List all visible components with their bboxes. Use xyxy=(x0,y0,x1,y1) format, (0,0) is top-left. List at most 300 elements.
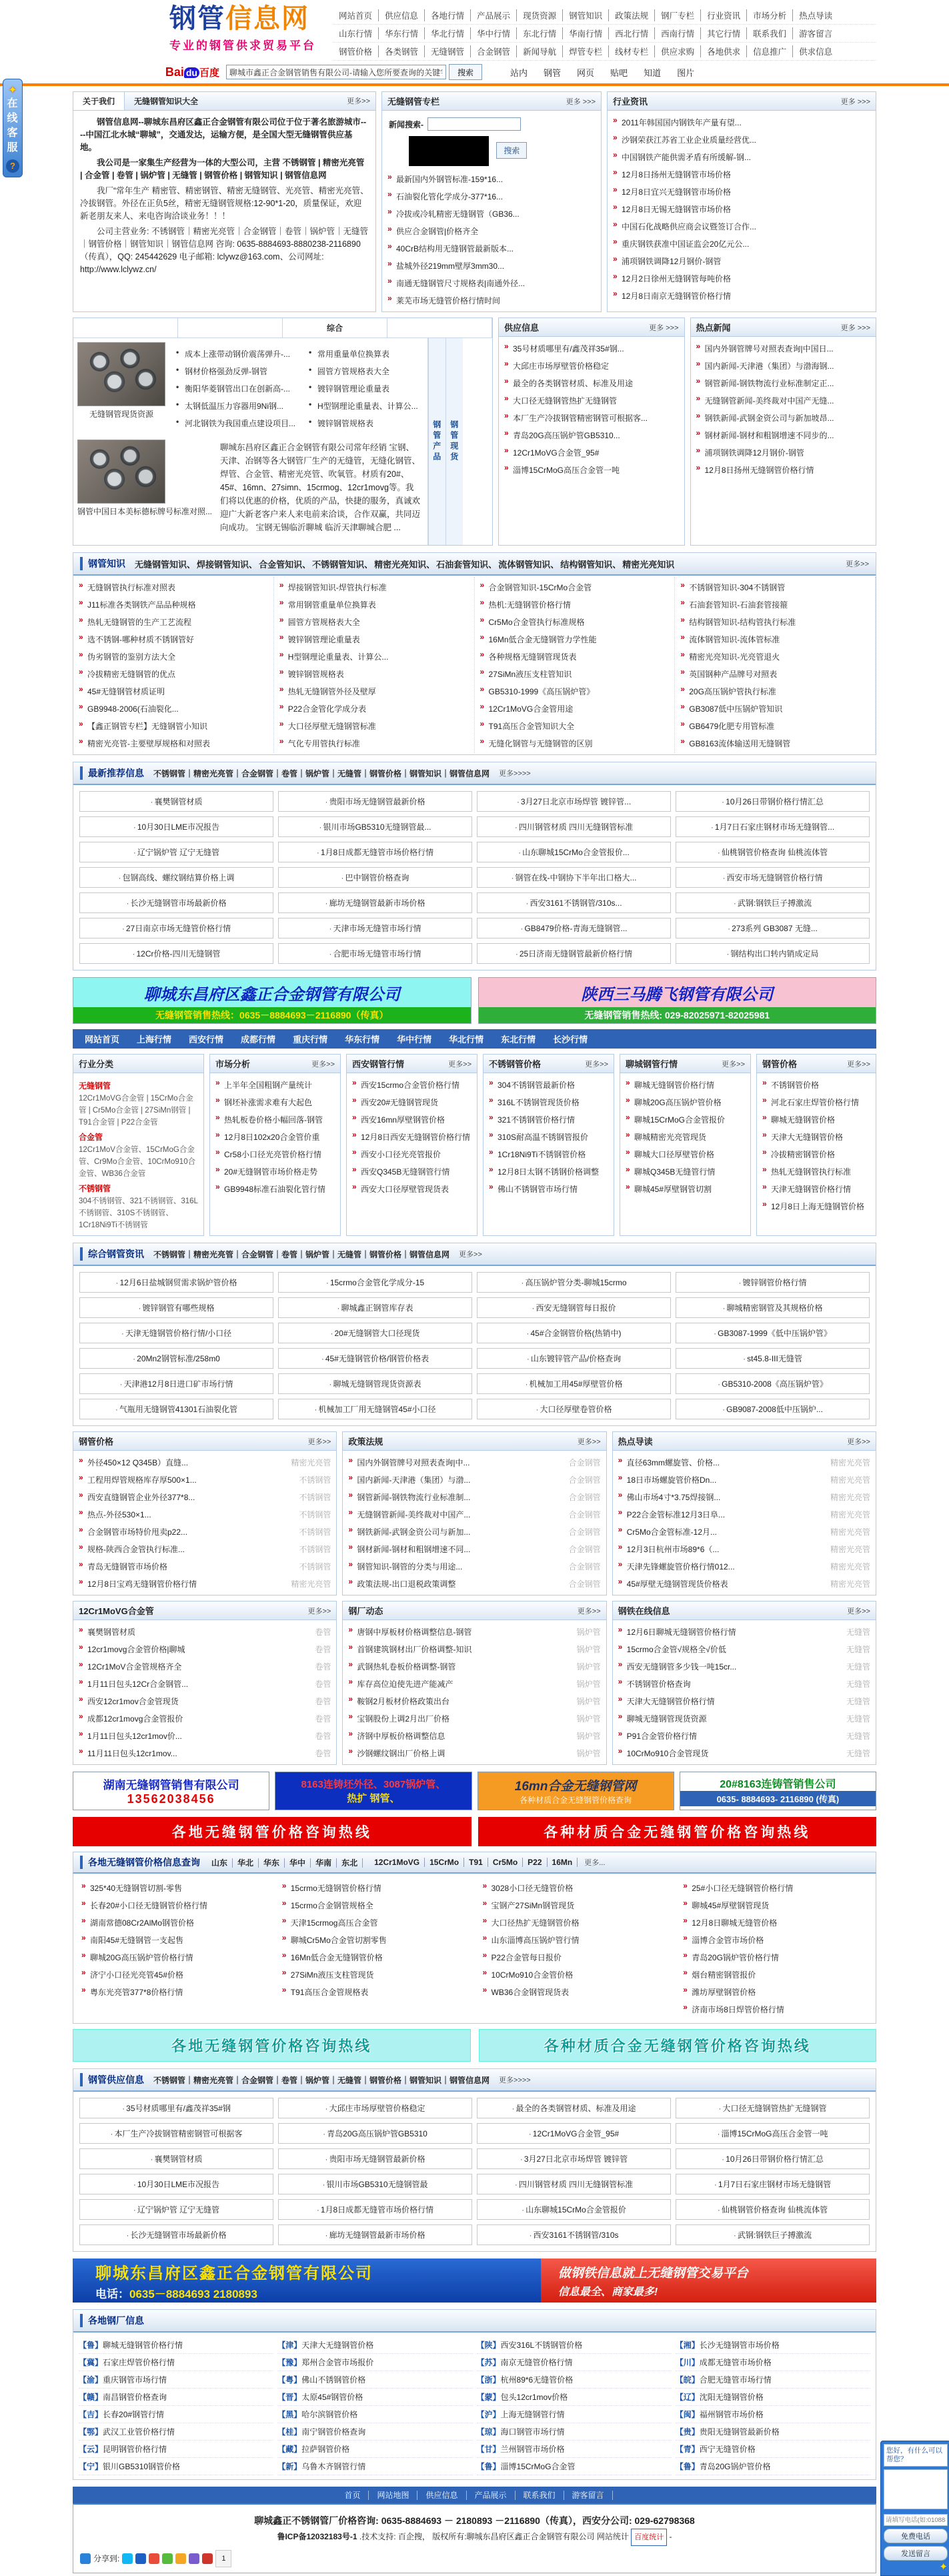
knowledge-item[interactable]: » 伪劣钢管的鉴别方法大全 xyxy=(79,648,268,665)
stainless-item[interactable]: » 佛山不锈钢管市场行情 xyxy=(489,1180,608,1197)
compnews-cell[interactable]: · 15crmo合金管化学成分-15 xyxy=(278,1272,472,1293)
share-tieba-icon[interactable] xyxy=(175,2553,186,2564)
industry-item[interactable]: » 12月8日宜兴无缝钢管市场价格 xyxy=(613,183,870,200)
nav-link[interactable]: 钢厂专栏 xyxy=(654,9,700,21)
tagged-item[interactable]: » 国内新闻-天津港（集团）与渤... 合金钢管 xyxy=(348,1471,600,1488)
compnews-cell[interactable]: · 聊城精密钢管及其规格价格 xyxy=(676,1297,870,1318)
factory-item[interactable]: 【鲁】青岛20G锅炉管价格 xyxy=(676,2458,870,2475)
tagged-item[interactable]: » 10CrMo910合金管现货 无缝管 xyxy=(618,1744,870,1762)
footer-nav-link[interactable]: 网站地图 xyxy=(369,2491,417,2500)
material-tab[interactable]: 16Mn xyxy=(548,1858,578,1867)
knowledge-item[interactable]: » 热机:无缝钢管价格行情 xyxy=(480,596,670,613)
knowledge-item[interactable]: » 常用钢管重量单位换算表 xyxy=(279,596,469,613)
cyan-hotline-1[interactable]: 各地无缝钢管价格咨询热线 xyxy=(73,2029,471,2062)
ad-sanma-banner[interactable]: 陕西三马腾飞钢管有限公司 无缝钢管销售热线: 029-82025971-82025981 xyxy=(478,977,877,1024)
footer-nav-link[interactable]: 游客留言 xyxy=(564,2491,613,2500)
ad-20-8163-banner[interactable]: 20#8163连铸管销售公司 0635- 8884693- 2116890 (传真) xyxy=(680,1772,876,1810)
share-douban-icon[interactable] xyxy=(202,2553,213,2564)
category-name[interactable]: 无缝钢管 xyxy=(79,1081,111,1091)
search-scope-tab[interactable]: 图片 xyxy=(677,67,695,78)
recommend-cell[interactable]: · 银川市场GB5310无缝钢管最... xyxy=(278,816,472,837)
price-more-link[interactable]: 更多>> xyxy=(847,1060,870,1069)
cyan-hotline-2[interactable]: 各种材质合金无缝钢管价格咨询热线 xyxy=(479,2029,877,2062)
supplyband-cell[interactable]: · 银川市场GB5310无缝钢管最 xyxy=(278,2174,472,2194)
factory-item[interactable]: 【青】西宁无缝管价格 xyxy=(676,2441,870,2458)
region-tab[interactable]: 华南 xyxy=(311,1858,337,1868)
compnews-cell[interactable]: · 机械加工用45#厚壁管价格 xyxy=(477,1373,671,1394)
knowledge-item[interactable]: » 选不锈钢-哪种材质不锈钢管好 xyxy=(79,630,268,648)
tagged-item[interactable]: » 沙钢螺纹钢出厂价格上调 锅炉管 xyxy=(348,1744,600,1762)
hotnews-item[interactable]: » 国内外钢管牌号对照表查询|中国日... xyxy=(696,340,871,357)
knowledge-item[interactable]: » 16Mn低合金无缝钢管力学性能 xyxy=(480,630,670,648)
category-sub-links[interactable]: 12Cr1MoVG合金管 | 15CrMo合金管 | Cr5Mo合金管 | 27SiMn钢管 | T91合金管 | P22合金管 xyxy=(79,1095,193,1127)
regional-item[interactable]: » 南阳45#无缝钢管一支起售 xyxy=(81,1931,266,1948)
knowledge-item[interactable]: » 镀锌钢管理论重量表 xyxy=(279,630,469,648)
supplyband-cell[interactable]: · 3月27日北京市场焊管 镀锌管 xyxy=(477,2148,671,2169)
factory-item[interactable]: 【皖】合肥无缝管市场行情 xyxy=(676,2371,870,2389)
price-item[interactable]: » 天津大无缝钢管价格 xyxy=(762,1128,870,1145)
liaocheng-item[interactable]: » 聊城Q345B无缝管行情 xyxy=(626,1163,745,1180)
regional-item[interactable]: » 16Mn低合金无缝钢管价格 xyxy=(282,1948,467,1966)
knowledge-item[interactable]: » 结构钢管知识-结构管执行标准 xyxy=(680,613,870,630)
tagged-item[interactable]: » 西安无缝钢管多少钱一吨15cr... 无缝管 xyxy=(618,1658,870,1675)
material-tab[interactable]: Cr5Mo xyxy=(488,1858,523,1867)
nav-link[interactable]: 行业资讯 xyxy=(700,9,746,21)
tagged-item[interactable]: » 钢铁新闻-武钢金资公司与新加... 合金钢管 xyxy=(348,1523,600,1540)
nav-link[interactable]: 华中行情 xyxy=(470,27,516,39)
nav-link[interactable]: 供应信息 xyxy=(378,9,424,21)
footer-nav-link[interactable]: 供应信息 xyxy=(417,2491,466,2500)
compnews-cell[interactable]: · 镀锌钢管价格行情 xyxy=(676,1272,870,1293)
regional-more-link[interactable]: 更多... xyxy=(584,1859,606,1867)
knowledge-item[interactable]: » GB3087低中压锅炉管知识 xyxy=(680,700,870,717)
knowledge-tab[interactable]: 流体钢管知识 、 xyxy=(498,558,559,570)
regional-item[interactable]: » 山东淄博高压锅炉管行情 xyxy=(483,1931,668,1948)
stainless-item[interactable]: » 316L不锈钢管现货价格 xyxy=(489,1093,608,1111)
factory-item[interactable]: 【琼】海口钢管市场行情 xyxy=(477,2423,672,2441)
industry-item[interactable]: » 中国石化战略供应商会议暨签订合作... xyxy=(613,217,870,235)
knowledge-item[interactable]: » 英国钢种产品牌号对照表 xyxy=(680,665,870,682)
recommend-cell[interactable]: · 襄樊钢管材质 xyxy=(79,791,273,812)
compnews-cell[interactable]: · 镀锌钢管有哪些规格 xyxy=(79,1297,273,1318)
tagged-item[interactable]: » 天津大无缝钢管价格行情 无缝管 xyxy=(618,1692,870,1710)
nav-link[interactable]: 游客留言 xyxy=(792,27,838,39)
xian-item[interactable]: » 12月8日西安无缝钢管价格行情 xyxy=(352,1128,471,1145)
ad-xinzheng-banner[interactable]: 聊城东昌府区鑫正合金钢管有限公司 无缝钢管销售热线：0635－8884693－2116890（传真） xyxy=(73,977,471,1024)
recommend-cell[interactable]: · 包钢高线、螺纹钢结算价格上调 xyxy=(79,867,273,888)
nav-link[interactable]: 钢管知识 xyxy=(562,9,608,21)
supplyband-cell[interactable]: · 10月26日带钢价格行情汇总 xyxy=(676,2148,870,2169)
nav-link[interactable]: 各类钢管 xyxy=(378,45,424,57)
online-service-widget[interactable] xyxy=(3,79,23,177)
market-item[interactable]: » 12月8日102x20合金管价重 xyxy=(215,1128,335,1145)
tagged-item[interactable]: » 规格-陕西合金管执行标准... 不锈钢管 xyxy=(79,1540,331,1557)
factory-item[interactable]: 【川】成都无缝管市场价格 xyxy=(676,2354,870,2371)
recommend-cell[interactable]: · GB8479价格-青海无缝钢管... xyxy=(477,918,671,938)
composite-item[interactable]: • 镀锌钢管规格表 xyxy=(309,414,418,432)
recommend-cell[interactable]: · 西安市场无缝钢管价格行情 xyxy=(676,867,870,888)
composite-item[interactable]: • 圆管方管规格表大全 xyxy=(309,362,418,380)
seamless-item[interactable]: » 盐城外径219mm壁厚3mm30... xyxy=(387,257,596,274)
factory-item[interactable]: 【蒙】包头12cr1mov价格 xyxy=(477,2389,672,2406)
share-qzone-icon[interactable] xyxy=(135,2553,146,2564)
supply-item[interactable]: » 青岛20G高压锅炉管GB5310... xyxy=(504,426,679,444)
compnews-cell[interactable]: · 聊城鑫正钢管库存表 xyxy=(278,1297,472,1318)
knowledge-item[interactable]: » 镀锌钢管规格表 xyxy=(279,665,469,682)
knowledge-item[interactable]: » H型钢理论重量表、计算公... xyxy=(279,648,469,665)
factory-item[interactable]: 【豫】郑州合金管市场报价 xyxy=(277,2354,472,2371)
tagged-item[interactable]: » 工程用焊管规格库存厚500×1... 不锈钢管 xyxy=(79,1471,331,1488)
regional-item[interactable]: » P22合金管每日报价 xyxy=(483,1948,668,1966)
recommend-cell[interactable]: · 天津市场无缝管市场行情 xyxy=(278,918,472,938)
factory-item[interactable]: 【吉】长春20#钢管行情 xyxy=(79,2406,273,2423)
knowledge-tab[interactable]: 无缝钢管知识 、 xyxy=(135,558,195,570)
seamless-item[interactable]: » 40CrB结构用无缝钢管最新版本... xyxy=(387,239,596,257)
market-item[interactable]: » GB9948标准石油裂化管行情 xyxy=(215,1180,335,1197)
knowledge-item[interactable]: » 无缝化钢管与无缝钢管的区别 xyxy=(480,734,670,752)
compnews-cell[interactable]: · 高压锅炉管分类-聊城15crmo xyxy=(477,1272,671,1293)
seamless-item[interactable]: » 石油裂化管化学成分-377*16... xyxy=(387,187,596,205)
chat-message-textarea[interactable] xyxy=(884,2469,948,2509)
nav-link[interactable]: 新闻导航 xyxy=(516,45,562,57)
nav-link[interactable]: 热点导读 xyxy=(792,9,838,21)
nav-link[interactable]: 其它行情 xyxy=(700,27,746,39)
search-scope-tab[interactable]: 网页 xyxy=(577,67,595,78)
composite-item[interactable]: • 钢材价格强劲反弹-钢管 xyxy=(176,362,295,380)
hotnews-item[interactable]: » 钢管新闻-钢铁物流行业标准制定正... xyxy=(696,374,871,392)
tab-about-us[interactable]: 关于我们 xyxy=(73,92,125,110)
category-name[interactable]: 不锈钢管 xyxy=(79,1184,111,1193)
tagged-item[interactable]: » P22合金管标准12月3日阜... 精密光亮管 xyxy=(618,1505,870,1523)
industry-item[interactable]: » 浦项钢铁调降12月钢价-钢管 xyxy=(613,252,870,269)
compnews-cell[interactable]: · st45.8-III无缝管 xyxy=(676,1348,870,1369)
region-nav-link[interactable]: 网站首页 xyxy=(85,1035,120,1045)
market-item[interactable]: » 20#无缝钢管市场价格走势 xyxy=(215,1163,335,1180)
nav-link[interactable]: 东北行情 xyxy=(516,27,562,39)
free-call-button[interactable]: 免费电话 xyxy=(884,2529,948,2543)
supply-item[interactable]: » 大邱庄市场厚壁管价格稳定 xyxy=(504,357,679,374)
liaocheng-item[interactable]: » 聊城精密光亮管现货 xyxy=(626,1128,745,1145)
regional-item[interactable]: » 聊城20G高压锅炉管价格行情 xyxy=(81,1948,266,1966)
regional-item[interactable]: » 聊城Cr5Mo合金管切割零售 xyxy=(282,1931,467,1948)
factory-item[interactable]: 【晋】太原45#钢管价格 xyxy=(277,2389,472,2406)
regional-item[interactable]: » 25#小口径无缝钢管价格行情 xyxy=(683,1879,868,1896)
factory-item[interactable]: 【粤】佛山不锈钢管价格 xyxy=(277,2371,472,2389)
tagged-item[interactable]: » 钢材新闻-钢材和粗钢增速不同... 合金钢管 xyxy=(348,1540,600,1557)
factory-item[interactable]: 【鲁】淄博15CrMoG合金管 xyxy=(477,2458,672,2475)
factory-item[interactable]: 【冀】石家庄焊管价格行情 xyxy=(79,2354,273,2371)
knowledge-item[interactable]: » 27SiMn液压支柱管知识 xyxy=(480,665,670,682)
supply-item[interactable]: » 本厂生产冷拔钢管精密钢管可根据客... xyxy=(504,409,679,426)
tagged-item[interactable]: » 12月6日聊城无缝钢管价格行情 无缝管 xyxy=(618,1623,870,1640)
factory-item[interactable]: 【桂】南宁钢管价格查询 xyxy=(277,2423,472,2441)
nav-link[interactable]: 西北行情 xyxy=(608,27,654,39)
price-item[interactable]: » 冷拔精密钢管价格 xyxy=(762,1145,870,1163)
factory-item[interactable]: 【黑】哈尔滨钢管价格 xyxy=(277,2406,472,2423)
supplyband-cell[interactable]: · 山东聊城15CrMo合金管报价 xyxy=(477,2199,671,2220)
share-plus-icon[interactable] xyxy=(80,2553,91,2564)
compnews-cell[interactable]: · 机械加工厂用无缝钢管45#小口径 xyxy=(278,1399,472,1419)
tagged-item[interactable]: » 襄樊钢管材质 卷管 xyxy=(79,1623,331,1640)
industry-item[interactable]: » 2011年韩国国内钢铁年产量有望... xyxy=(613,113,870,131)
composite-tab-empty[interactable] xyxy=(73,318,178,338)
knowledge-item[interactable]: » 无缝钢管执行标准对照表 xyxy=(79,578,268,596)
compnews-cell[interactable]: · 聊城无缝钢管现货资源表 xyxy=(278,1373,472,1394)
tagged-item[interactable]: » Cr5Mo合金管标准-12月... 精密光亮管 xyxy=(618,1523,870,1540)
tagged-item[interactable]: » 宝钢股份上调2月出厂价格 锅炉管 xyxy=(348,1710,600,1727)
recommend-cell[interactable]: · 10月26日带钢价格行情汇总 xyxy=(676,791,870,812)
factory-item[interactable]: 【苏】南京无缝管价格行情 xyxy=(477,2354,672,2371)
tagged-item[interactable]: » 钢管新闻-钢铁物流行业标准制... 合金钢管 xyxy=(348,1488,600,1505)
composite-tab-active[interactable]: 综合 xyxy=(283,318,387,338)
knowledge-tab[interactable]: 精密光亮知识 、 xyxy=(374,558,435,570)
material-tab[interactable]: 15CrMo xyxy=(425,1858,464,1867)
knowledge-item[interactable]: » 20G高压锅炉管执行标准 xyxy=(680,682,870,700)
knowledge-item[interactable]: » GB6479化肥专用管标准 xyxy=(680,717,870,734)
supplyband-cell[interactable]: · 长沙无缝钢管市场最新价格 xyxy=(79,2224,273,2245)
market-item[interactable]: » 钢坯补涨需求难有大起色 xyxy=(215,1093,335,1111)
recommend-cell[interactable]: · 武钢:钢铁巨子搏激流 xyxy=(676,892,870,913)
supplyband-cell[interactable]: · 1月7日石家庄钢材市场无缝钢管 xyxy=(676,2174,870,2194)
region-nav-link[interactable]: 成都行情 xyxy=(241,1035,276,1045)
recommend-cell[interactable]: · 273系列 GB3087 无缝... xyxy=(676,918,870,938)
recommend-cell[interactable]: · 钢管在线-中钢协下半年出口格大... xyxy=(477,867,671,888)
regional-item[interactable]: » 青岛20G锅炉管价格行情 xyxy=(683,1948,868,1966)
pricecol-more-link[interactable]: 更多>> xyxy=(307,1437,331,1446)
regional-item[interactable]: » 3028小口径无缝管价格 xyxy=(483,1879,668,1896)
supplyband-cell[interactable]: · 武钢:钢铁巨子搏激流 xyxy=(676,2224,870,2245)
nav-link[interactable]: 焊管专栏 xyxy=(562,45,608,57)
nav-link[interactable]: 线材专栏 xyxy=(608,45,654,57)
factory-item[interactable]: 【鲁】聊城无缝钢管价格行情 xyxy=(79,2337,273,2354)
tagged-item[interactable]: » 18日市场螺旋管价格Dn... 精密光亮管 xyxy=(618,1471,870,1488)
region-tab[interactable]: 华东 xyxy=(259,1858,285,1868)
regional-item[interactable]: » 长春20#小口径无缝钢管价格行情 xyxy=(81,1896,266,1914)
industry-item[interactable]: » 中国钢铁产能供需矛盾有所缓解-钢... xyxy=(613,148,870,165)
footer-nav-link[interactable]: 产品展示 xyxy=(467,2491,516,2500)
knowledge-item[interactable]: » 热轧无缝钢管的生产工艺流程 xyxy=(79,613,268,630)
xian-item[interactable]: » 西安大口径厚壁管现货表 xyxy=(352,1180,471,1197)
xian-more-link[interactable]: 更多>> xyxy=(448,1060,471,1069)
knowledge-item[interactable]: » GB9948-2006(石油裂化... xyxy=(79,700,268,717)
news-search-input[interactable] xyxy=(427,117,521,131)
knowledge-item[interactable]: » 不锈钢管知识-304不锈钢管 xyxy=(680,578,870,596)
nav-link[interactable]: 市场分析 xyxy=(746,9,792,21)
composite-tab-empty[interactable] xyxy=(387,318,492,338)
tagged-item[interactable]: » 政策法规-出口退税政策调整 合金钢管 xyxy=(348,1575,600,1592)
chat-phone-input[interactable] xyxy=(884,2514,948,2526)
material-tab[interactable]: T91 xyxy=(464,1858,488,1867)
composite-item[interactable]: • 太钢低温压力容器用9Ni钢... xyxy=(176,397,295,414)
tagged-item[interactable]: » 西安12cr1mov合金管现货 卷管 xyxy=(79,1692,331,1710)
supply-item[interactable]: » 淄博15CrMoG高压合金管一吨 xyxy=(504,461,679,478)
supplyband-cell[interactable]: · 贵阳市场无缝钢管最新价格 xyxy=(278,2148,472,2169)
liaocheng-more-link[interactable]: 更多>> xyxy=(722,1060,745,1069)
region-nav-link[interactable]: 西安行情 xyxy=(189,1035,224,1045)
compnews-cell[interactable]: · GB5310-2008《高压锅炉管》 xyxy=(676,1373,870,1394)
factory-item[interactable]: 【辽】沈阳无缝钢管价格 xyxy=(676,2389,870,2406)
regional-item[interactable]: » 济宁小口径光亮管45#价格 xyxy=(81,1966,266,1983)
search-button[interactable]: 搜索 xyxy=(449,64,482,80)
nav-link[interactable]: 产品展示 xyxy=(470,9,516,21)
supplyband-cell[interactable]: · 四川钢管材质 四川无缝钢管标准 xyxy=(477,2174,671,2194)
search-scope-tab[interactable]: 站内 xyxy=(510,67,528,78)
milldyn-more-link[interactable]: 更多>> xyxy=(577,1607,601,1616)
vertical-label-products[interactable]: 钢管产品 xyxy=(428,338,445,545)
knowledge-tab[interactable]: 石油套管知识 、 xyxy=(436,558,497,570)
big-company-banner[interactable] xyxy=(73,2259,876,2303)
tagged-item[interactable]: » 外径450×12 Q345B）直缝... 精密光亮管 xyxy=(79,1453,331,1471)
composite-item[interactable]: • 河北钢铁为我国重点建设项目... xyxy=(176,414,295,432)
hotline-banner-2[interactable]: 各种材质合金无缝钢管价格咨询热线 xyxy=(478,1817,877,1846)
recommend-cell[interactable]: · 仙桃钢管价格查询 仙桃流体管 xyxy=(676,842,870,862)
icp-number[interactable]: 鲁ICP备12032183号-1 xyxy=(277,2532,357,2541)
tagged-item[interactable]: » 成都12cr1movg合金管报价 卷管 xyxy=(79,1710,331,1727)
nav-link[interactable]: 网站首页 xyxy=(339,11,373,21)
liaocheng-item[interactable]: » 聊城20G高压锅炉管价格 xyxy=(626,1093,745,1111)
supplyband-cell[interactable]: · 辽宁锅炉管 辽宁无缝管 xyxy=(79,2199,273,2220)
tagged-item[interactable]: » 1月11日包头12Cr合金钢管... 卷管 xyxy=(79,1675,331,1692)
nav-link[interactable]: 华南行情 xyxy=(562,27,608,39)
compnews-cell[interactable]: · GB9087-2008低中压锅炉... xyxy=(676,1399,870,1419)
composite-item[interactable]: • 成本上涨带动钢价震荡弹升-... xyxy=(176,345,295,362)
tagged-item[interactable]: » 西安直缝钢管企业外径377*8... 不锈钢管 xyxy=(79,1488,331,1505)
xian-item[interactable]: » 西安小口径光亮管报价 xyxy=(352,1145,471,1163)
regional-item[interactable]: » 天津15crmog高压合金管 xyxy=(282,1914,467,1931)
factory-item[interactable]: 【津】天津大无缝钢管价格 xyxy=(277,2337,472,2354)
nav-link[interactable]: 现货资源 xyxy=(516,9,562,21)
hotnews-item[interactable]: » 钢铁新闻-武钢金资公司与新加坡昂... xyxy=(696,409,871,426)
tagged-item[interactable]: » 11月11日包头12cr1mov... 卷管 xyxy=(79,1744,331,1762)
nav-link[interactable]: 钢管价格 xyxy=(339,47,373,57)
regional-item[interactable]: » 15crmo合金钢管规格全 xyxy=(282,1896,467,1914)
regional-item[interactable]: » 大口径热扩无缝钢管价格 xyxy=(483,1914,668,1931)
factory-item[interactable]: 【陕】西安316L不锈钢管价格 xyxy=(477,2337,672,2354)
price-item[interactable]: » 热轧无缝钢管执行标准 xyxy=(762,1163,870,1180)
nav-link[interactable]: 华北行情 xyxy=(424,27,470,39)
hotnews-item[interactable]: » 无缝钢管新闻-美终裁对中国产无缝... xyxy=(696,392,871,409)
supply-item[interactable]: » 35号材质哪里有/鑫茂祥35#钢... xyxy=(504,340,679,357)
nav-link[interactable]: 政策法规 xyxy=(608,9,654,21)
compnews-cell[interactable]: · 45#合金钢管价格(热销中) xyxy=(477,1323,671,1343)
supplyband-cell[interactable]: · 仙桃钢管价格查询 仙桃流体管 xyxy=(676,2199,870,2220)
ad-hunan-banner[interactable]: 湖南无缝钢管销售有限公司 13562038456 xyxy=(73,1772,269,1810)
send-message-button[interactable]: 发送留言 xyxy=(884,2546,948,2561)
industry-item[interactable]: » 12月8日扬州无缝钢管市场价格 xyxy=(613,165,870,183)
nav-link[interactable]: 各地行情 xyxy=(424,9,470,21)
hotnews-item[interactable]: » 12月8日扬州无缝钢管价格行情 xyxy=(696,461,871,478)
share-renren-icon[interactable] xyxy=(189,2553,199,2564)
headset-question-icon[interactable]: ? xyxy=(6,159,19,173)
stainless-item[interactable]: » 321不锈钢管价格行情 xyxy=(489,1111,608,1128)
recommend-cell[interactable]: · 巴中钢管价格查询 xyxy=(278,867,472,888)
recommend-cell[interactable]: · 10月30日LME市况报告 xyxy=(79,816,273,837)
stainless-item[interactable]: » 12月8日太钢不锈钢价格调整 xyxy=(489,1163,608,1180)
category-sub-links[interactable]: 12Cr1MoV合金管、15CrMoG合金管、Cr9Mo合金管、10CrMo910合金管、WB36合金管 xyxy=(79,1146,196,1178)
composite-item[interactable]: • 常用重量单位换算表 xyxy=(309,345,418,362)
regional-item[interactable]: » 济南市场8日焊管价格行情 xyxy=(683,2000,868,2018)
knowledge-item[interactable]: » 圆管方管规格表大全 xyxy=(279,613,469,630)
search-scope-tab[interactable]: 贴吧 xyxy=(610,67,628,78)
nav-link[interactable]: 无缝钢管 xyxy=(424,45,470,57)
regional-item[interactable]: » 325*40无缝钢管切割-零售 xyxy=(81,1879,266,1896)
region-nav-link[interactable]: 长沙行情 xyxy=(553,1035,588,1045)
knowledge-item[interactable]: » GB5310-1999《高压锅炉管》 xyxy=(480,682,670,700)
industry-more-link[interactable]: 更多 >>> xyxy=(840,97,870,106)
factory-item[interactable]: 【新】乌鲁木齐钢管行情 xyxy=(277,2458,472,2475)
recommend-cell[interactable]: · 四川钢管材质 四川无缝钢管标准 xyxy=(477,816,671,837)
region-nav-link[interactable]: 华北行情 xyxy=(449,1035,484,1045)
tagged-item[interactable]: » 不锈钢管价格查询 无缝管 xyxy=(618,1675,870,1692)
supplyband-cell[interactable]: · 35号材质哪里有/鑫茂祥35#钢 xyxy=(79,2098,273,2118)
region-nav-link[interactable]: 重庆行情 xyxy=(293,1035,328,1045)
material-tab[interactable]: 12Cr1MoVG xyxy=(369,1858,425,1867)
stainless-item[interactable]: » 304不锈钢管最新价格 xyxy=(489,1076,608,1093)
recommend-cell[interactable]: · 长沙无缝钢管市场最新价格 xyxy=(79,892,273,913)
recommend-cell[interactable]: · 12Cr价格-四川无缝钢管 xyxy=(79,943,273,964)
supplyband-cell[interactable]: · 淄博15CrMoG高压合金管一吨 xyxy=(676,2123,870,2144)
stainless-more-link[interactable]: 更多>> xyxy=(585,1060,608,1069)
compnews-more-link[interactable]: 更多>> xyxy=(459,1251,482,1259)
region-nav-link[interactable]: 东北行情 xyxy=(501,1035,536,1045)
tagged-item[interactable]: » 库存高位迫使先进产能减产 锅炉管 xyxy=(348,1675,600,1692)
tagged-item[interactable]: » 首钢建筑钢材出厂价格调整-知识 锅炉管 xyxy=(348,1640,600,1658)
supply-item[interactable]: » 12Cr1MoVG合金管_95# xyxy=(504,444,679,461)
knowledge-item[interactable]: » T91高压合金管知识大全 xyxy=(480,717,670,734)
footer-nav-link[interactable]: 联系我们 xyxy=(516,2491,564,2500)
nav-link[interactable]: 供求信息 xyxy=(792,45,838,57)
knowledge-item[interactable]: » 各种规格无缝钢管现货表 xyxy=(480,648,670,665)
recommend-cell[interactable]: · 27日南京市场无缝管价格行情 xyxy=(79,918,273,938)
recommend-cell[interactable]: · 25日济南无缝钢管最新价格行情 xyxy=(477,943,671,964)
factory-item[interactable]: 【赣】南昌钢管价格查询 xyxy=(79,2389,273,2406)
liaocheng-item[interactable]: » 聊城45#厚壁钢管切割 xyxy=(626,1180,745,1197)
compnews-cell[interactable]: · GB3087-1999《低中压锅炉管》 xyxy=(676,1323,870,1343)
ad-16mn-banner[interactable]: 16mn合金无缝钢管网 各种材质合金无缝钢管价格查询 xyxy=(478,1772,674,1810)
search-input[interactable] xyxy=(226,65,446,79)
vertical-label-stock[interactable]: 钢管现货 xyxy=(445,338,463,545)
tagged-item[interactable]: » 15crmo合金管√规格全√价低 无缝管 xyxy=(618,1640,870,1658)
compnews-cell[interactable]: · 山东镀锌管产品/价格查询 xyxy=(477,1348,671,1369)
regional-item[interactable]: » 12月8日聊城无缝管价格 xyxy=(683,1914,868,1931)
region-nav-link[interactable]: 华东行情 xyxy=(345,1035,380,1045)
tagged-item[interactable]: » 天津先锋螺旋管价格行情012... 精密光亮管 xyxy=(618,1557,870,1575)
search-scope-tab[interactable]: 钢管 xyxy=(544,67,562,78)
tagged-item[interactable]: » 鞍钢2月板材价格政策出台 锅炉管 xyxy=(348,1692,600,1710)
recommend-cell[interactable]: · 1月7日石家庄钢材市场无缝钢管... xyxy=(676,816,870,837)
regional-item[interactable]: » 烟台精密钢管报价 xyxy=(683,1966,868,1983)
hotline-banner-1[interactable]: 各地无缝钢管价格咨询热线 xyxy=(73,1817,471,1846)
xian-item[interactable]: » 西安15crmo合金管价格行情 xyxy=(352,1076,471,1093)
recommend-cell[interactable]: · 合肥市场无缝管市场行情 xyxy=(278,943,472,964)
regional-item[interactable]: » 15crmo无缝钢管价格行情 xyxy=(282,1879,467,1896)
regional-item[interactable]: » 潍坊厚壁钢管价格 xyxy=(683,1983,868,2000)
regional-item[interactable]: » 聊城45#厚壁钢管现货 xyxy=(683,1896,868,1914)
hotnews-item[interactable]: » 浦项钢铁调降12月钢价-钢管 xyxy=(696,444,871,461)
regional-item[interactable]: » T91高压合金管规格表 xyxy=(282,1983,467,2000)
seamless-item[interactable]: » 最新国内外钢管标准-159*16... xyxy=(387,170,596,187)
price-item[interactable]: » 聊城无缝钢管价格 xyxy=(762,1111,870,1128)
recommend-cell[interactable]: · 3月27日北京市场焊管 镀锌管... xyxy=(477,791,671,812)
nav-link[interactable]: 信息推广 xyxy=(746,45,792,57)
hotnews-item[interactable]: » 钢材新闻-钢材和粗钢增速不同步的... xyxy=(696,426,871,444)
industry-item[interactable]: » 12月2日徐州无缝钢管每吨价格 xyxy=(613,269,870,287)
region-tab[interactable]: 华北 xyxy=(233,1858,259,1868)
recommend-cell[interactable]: · 廊坊无缝钢管最新市场价格 xyxy=(278,892,472,913)
xian-item[interactable]: » 西安Q345B无缝钢管行情 xyxy=(352,1163,471,1180)
regional-item[interactable]: » 27SiMn液压支柱管现货 xyxy=(282,1966,467,1983)
price-item[interactable]: » 12月8日上海无缝钢管价格 xyxy=(762,1197,870,1215)
